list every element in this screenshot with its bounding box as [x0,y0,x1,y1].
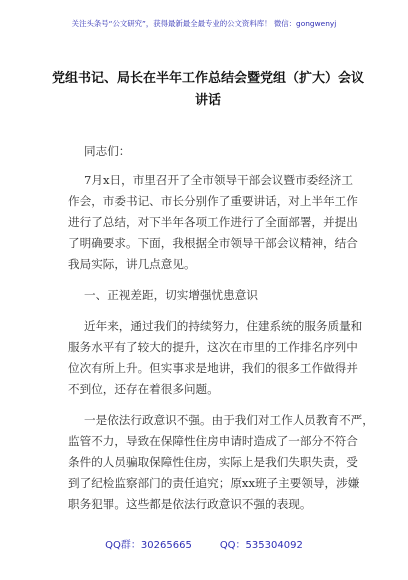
paragraph-line: 条件的人员骗取保障性住房，实际上是我们失职失责，受 [68,455,358,469]
document-title: 党组书记、局长在半年工作总结会暨党组（扩大）会议讲话 [52,71,365,108]
paragraph-line: 7月x日，市里召开了全市领导干部会议暨市委经济工 [84,173,353,187]
section-heading: 一、正视差距，切实增强忧患意识 [84,288,258,302]
paragraph-line: 了明确要求。下面，我根据全市领导干部会议精神，结合 [68,236,358,250]
paragraph-line: 一是依法行政意识不强。由于我们对工作人员教育不严， [84,413,374,427]
footer-qq-contact: QQ：535304092 [219,540,303,551]
paragraph-line: 服务水平有了较大的提升，这次在市里的工作排名序列中 [68,340,358,354]
footer-qq-group: QQ群：30265665 [105,540,192,551]
paragraph-line: 监管不力，导致在保障性住房申请时造成了一部分不符合 [68,434,358,448]
salutation: 同志们： [84,144,131,158]
paragraph-line: 近年来，通过我们的持续努力，住建系统的服务质量和 [84,319,363,333]
footer [0,536,408,551]
header-note: 关注头条号“公文研究”，获得最新最全最专业的公文资料库！ 微信：gongwenyj [71,19,337,28]
paragraph-line: 进行了总结，对下半年各项工作进行了全面部署，并提出 [68,215,358,229]
paragraph-line: 作会，市委书记、市长分别作了重要讲话，对上半年工作 [68,194,358,208]
paragraph-line: 职务犯罪。这些都是依法行政意识不强的表现。 [68,497,312,511]
paragraph-line: 我局实际，讲几点意见。 [68,257,196,271]
paragraph-line: 位次有所上升。但实事求是地讲，我们的很多工作做得并 [68,361,358,375]
paragraph-line: 不到位，还存在着很多问题。 [68,382,219,396]
paragraph-line: 到了纪检监察部门的责任追究；原xx班子主要领导，涉嫌 [68,476,360,490]
